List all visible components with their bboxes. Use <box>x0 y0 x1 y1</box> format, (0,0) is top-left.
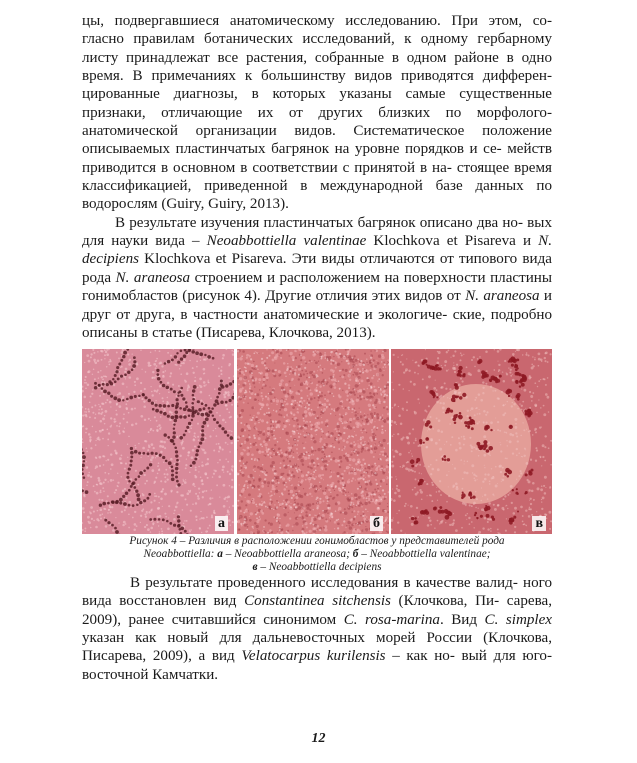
species-name: Velatocarpus kurilensis <box>241 648 386 665</box>
caption-line-2: Neoabbottiella: а – Neoabbottiella araneosa; б – Neoabbottiella valentinae; <box>143 548 491 561</box>
line: мейств приводится в основном в соответствии с принятой в на- <box>82 141 552 176</box>
micrograph-a-image <box>82 349 234 534</box>
micrograph-panel-c <box>391 349 552 534</box>
page-number: 12 <box>311 731 326 746</box>
line: базе данных по водорослям (Guiry, Guiry, 2013). <box>82 178 552 213</box>
paragraph-1 <box>82 12 552 214</box>
species-name: Constantinea sitchensis <box>244 593 391 610</box>
micrograph-c-image <box>391 349 552 534</box>
paragraph-3: В результате проведенного исследования в качестве валид- ного вида восстановлен вид Constantinea sitchensis (Клочкова, Пи- сарева, 2009), ранее считавшийся синонимом C. rosa-marina. Вид C. simplex указан как новый для дальневосточных морей России (Клочкова, Писарева, 2009), а вид Velatocarpus kurilensis – как но- вый для юго-восточной Камчатки. <box>82 575 553 683</box>
micrograph-panel-b <box>237 349 389 534</box>
line: цированные диагнозы, в которых указаны самые существенные <box>82 86 552 103</box>
line: стоящее время классификацией, приведенной в международной <box>82 159 552 195</box>
paragraph-2: В результате изучения пластинчатых багрянок описано два но- вых для науки вида – Neoabbottiella valentinae Klochkova et Pisareva и N. decipiens Klochkova et Pisareva. Эти виды отличаются от типового вида рода N. araneosa строением и расположением на поверхности пластины гонимобластов (рисунок 4). Другие отличия этих видов от N. araneosa и друг от друга, в частности анатомические и экологиче- ские, подробно описаны в статье (Писарева, Клочкова, 2013). <box>82 214 553 341</box>
species-name: N. decipiens <box>82 233 552 268</box>
body-text-bottom <box>82 574 552 684</box>
figure-4 <box>82 349 552 534</box>
line: анатомической организации видов. Систематическое положение <box>82 123 552 140</box>
panel-label-c: в <box>532 516 546 531</box>
figure-caption <box>82 535 552 575</box>
caption-line-3: в – Neoabbottiella decipiens <box>252 561 382 574</box>
species-name: C. rosa-marina <box>343 611 440 628</box>
line: цы, подвергавшиеся анатомическому исследованию. При этом, со- <box>82 13 552 29</box>
species-name: N. araneosa <box>465 288 540 305</box>
line: листу принадлежат все растения, собранные в одном районе в одно <box>82 49 552 66</box>
line: признаки, отличающие их от других близких по морфолого- <box>82 104 552 121</box>
panel-label-a: а <box>215 516 228 531</box>
body-text-top <box>82 12 552 342</box>
micrograph-panel-a <box>82 349 234 534</box>
panel-label-b: б <box>370 516 383 531</box>
species-name: N. araneosa <box>115 269 191 286</box>
species-name: C. simplex <box>484 611 552 628</box>
line: описываемых пластинчатых багрянок на уровне порядков и се- <box>82 141 502 158</box>
micrograph-b-image <box>237 349 389 534</box>
line: время. В примечаниях к большинству видов приводятся дифферен- <box>82 68 552 85</box>
line: гласно правилам ботанических исследований, к одному гербарному <box>82 31 552 48</box>
caption-line-1: Рисунок 4 – Различия в расположении гонимобластов у представителей рода <box>129 535 505 547</box>
species-name: Neoabbottiella valentinae <box>206 233 367 250</box>
